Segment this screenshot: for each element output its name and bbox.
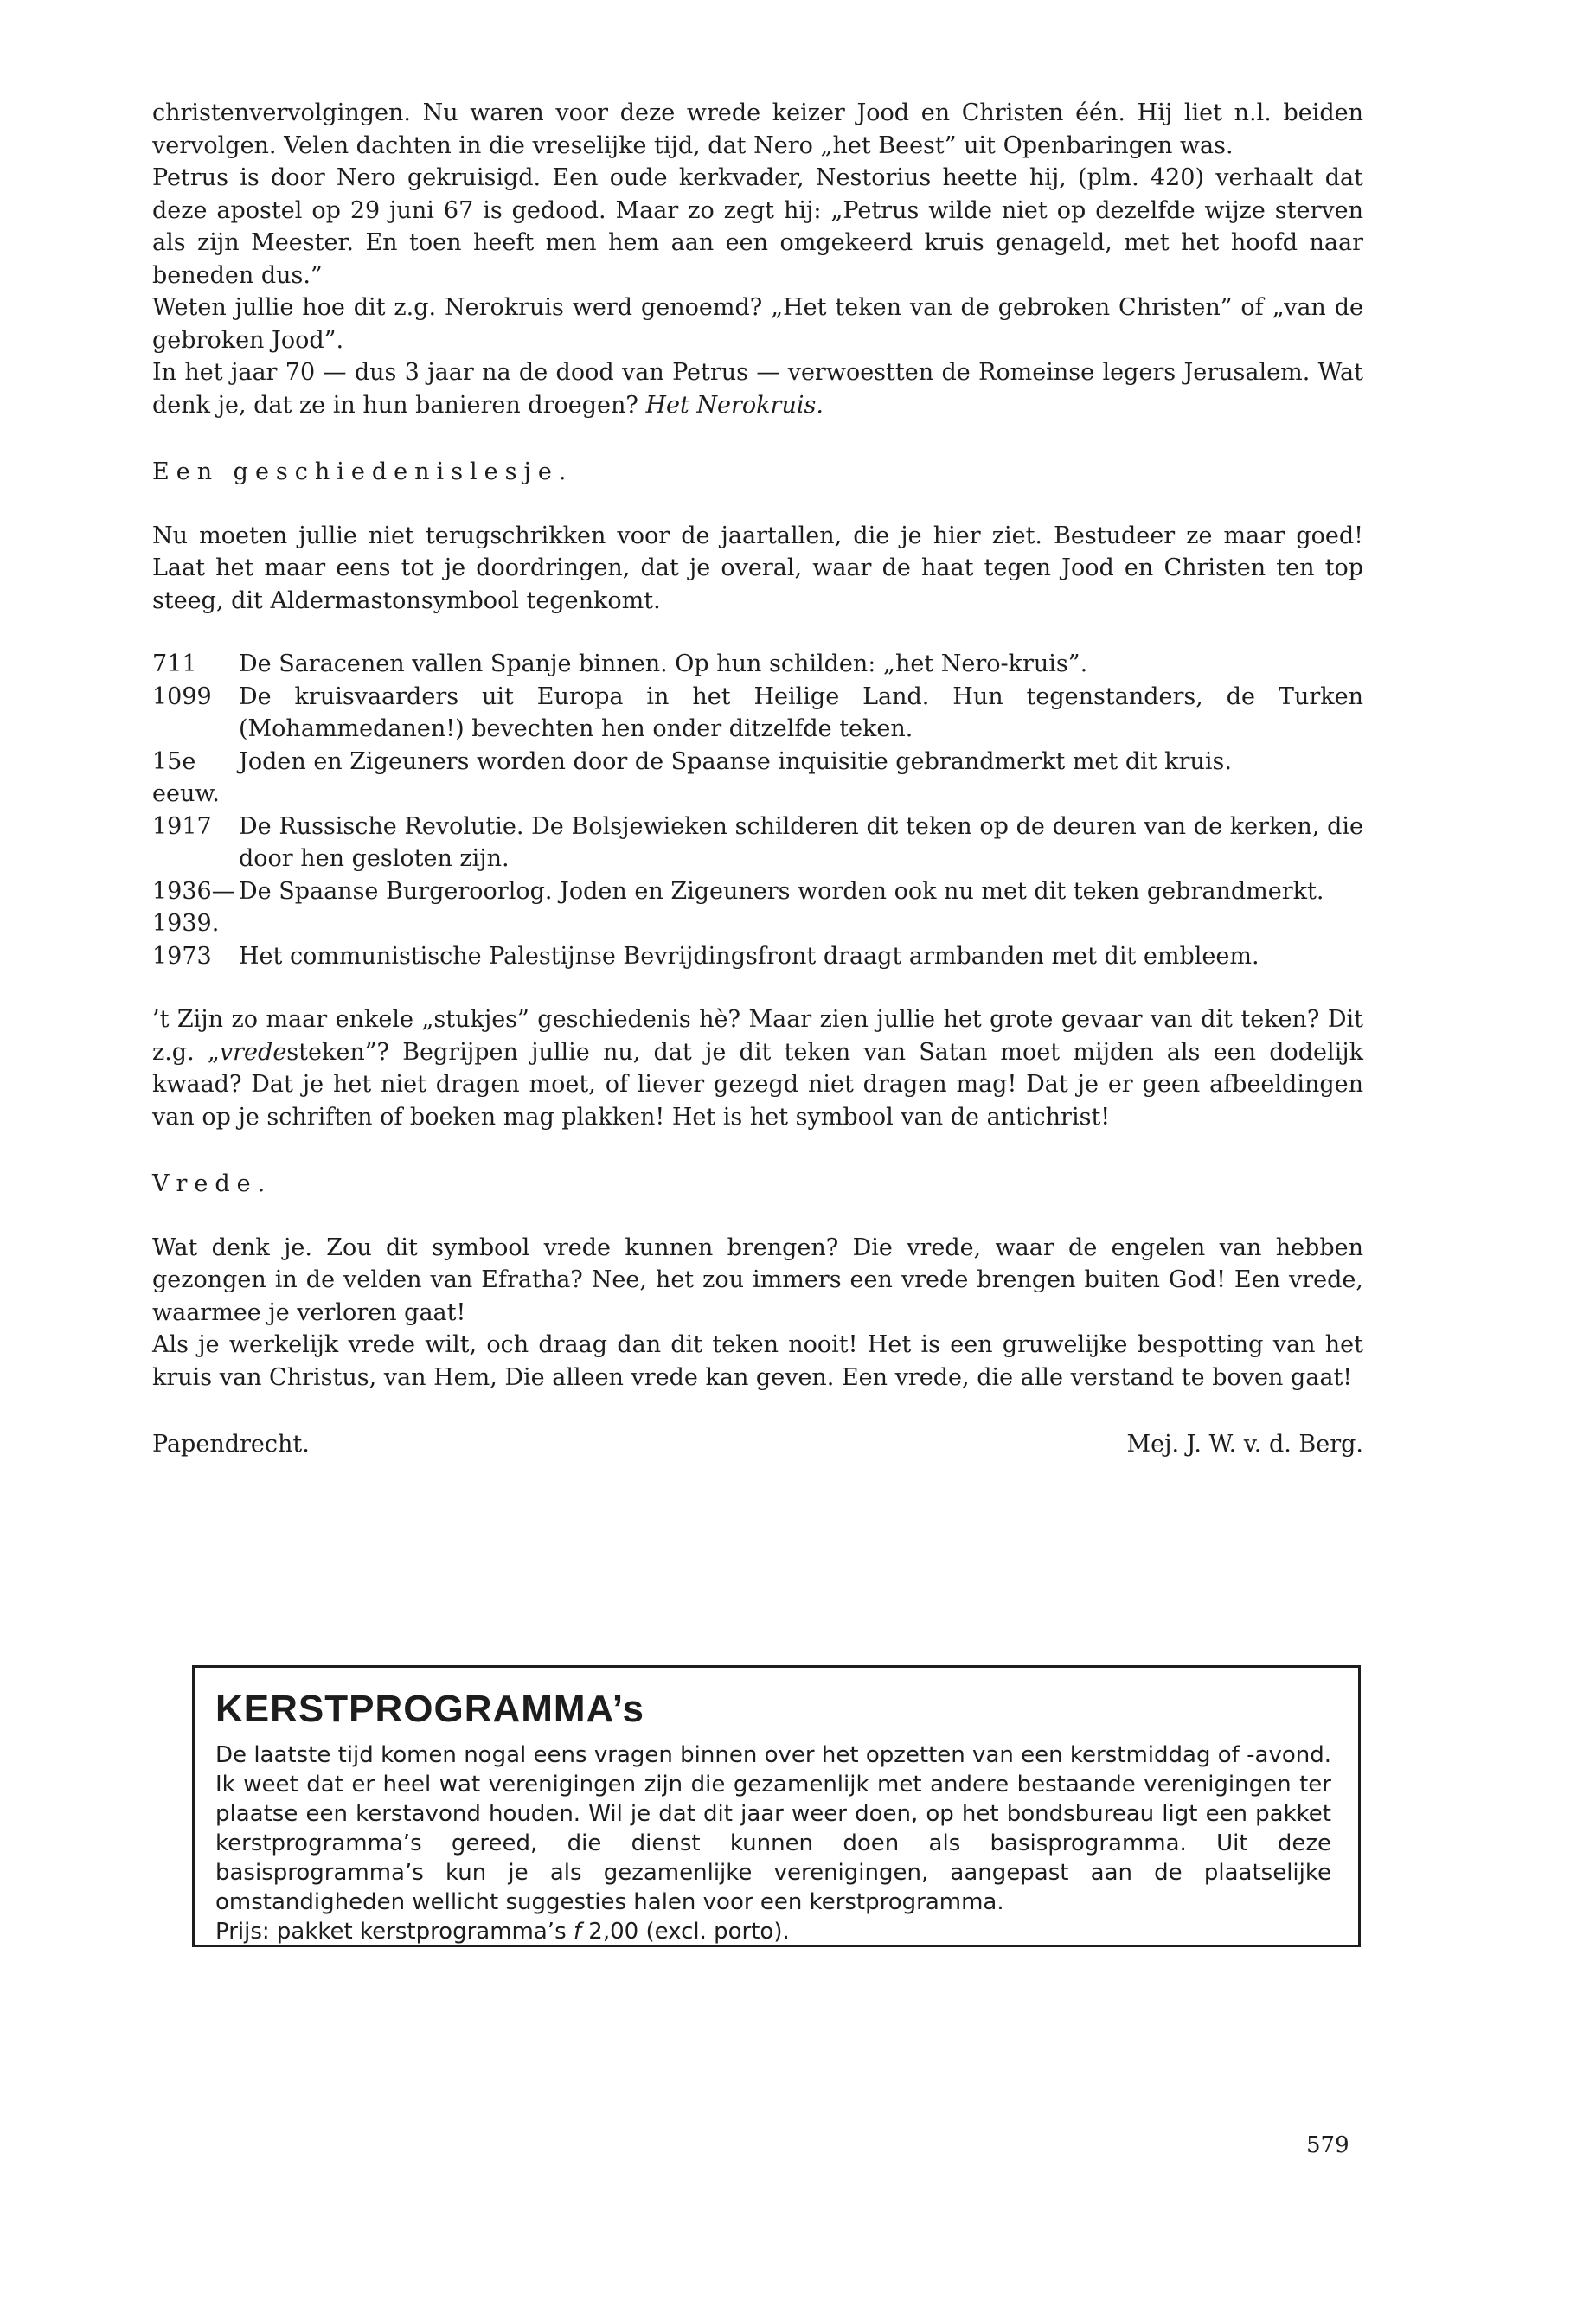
event-text: De Russische Revolutie. De Bolsjewieken schilderen dit teken op de deuren van de kerken, die door hen gesloten zijn. (239, 812, 1363, 872)
page-number: 579 (1306, 2132, 1349, 2158)
nerokruis-emphasis: Het Nerokruis. (645, 391, 824, 419)
intro-paragraph-2: Petrus is door Nero gekruisigd. Een oude kerkvader, Nestorius heette hij, (plm. 420) verhaalt dat deze apostel op 29 juni 67 is gedood. Maar zo zegt hij: „Petrus wilde niet op dezelfde wijze sterven als zijn Meester. En toen heeft men hem aan een omgekeerd kruis genageld, met het hoofd naar beneden dus.” (152, 164, 1363, 289)
event-item (152, 648, 1363, 681)
lesson-intro: Nu moeten jullie niet terugschrikken voor de jaartallen, die je hier ziet. Bestudeer ze maar goed! Laat het maar eens tot je doordringen, dat je overal, waar de haat tegen Jood en Christen ten top steeg, dit Aldermastonsymbool tegenkomt. (152, 522, 1363, 614)
kerstprogramma-notice (192, 1665, 1361, 1947)
event-item (152, 811, 1363, 875)
event-item (152, 940, 1363, 973)
peace-paragraph-2: Als je werkelijk vrede wilt, och draag dan dit teken nooit! Het is een gruwelijke bespotting van het kruis van Christus, van Hem, Die alleen vrede kan geven. Een vrede, die alle verstand te boven gaat! (152, 1331, 1363, 1391)
intro-paragraph-1: christenvervolgingen. Nu waren voor deze wrede keizer Jood en Christen één. Hij liet n.l. beiden vervolgen. Velen dachten in die vreselijke tijd, dat Nero „het Beest” uit Openbaringen was. (152, 99, 1363, 159)
notice-title: KERSTPROGRAMMA’s (215, 1688, 644, 1730)
event-item (152, 681, 1363, 746)
event-year: 15e eeuw. (152, 747, 220, 807)
event-year: 1099 (152, 683, 212, 710)
signature-author: Mej. J. W. v. d. Berg. (1126, 1431, 1363, 1458)
event-year: 1936—1939. (152, 877, 235, 937)
notice-price-b: 2,00 (excl. porto). (581, 1919, 790, 1945)
event-text: Het communistische Palestijnse Bevrijdingsfront draagt armbanden met dit embleem. (239, 942, 1259, 970)
intro-paragraph-4-text: In het jaar 70 — dus 3 jaar na de dood van Petrus — verwoestten de Romeinse legers Jerusalem. Wat denk je, dat ze in hun banieren droegen? (152, 359, 1363, 419)
notice-price (215, 1917, 1331, 1946)
event-text: Joden en Zigeuners worden door de Spaanse inquisitie gebrandmerkt met dit kruis. (239, 747, 1232, 775)
section-heading-lesson: Een geschiedenislesje. (152, 458, 574, 485)
event-text: De Spaanse Burgeroorlog. Joden en Zigeuners worden ook nu met dit teken gebrandmerkt. (239, 877, 1324, 905)
signature-line (152, 1428, 1363, 1461)
event-list (152, 648, 1363, 972)
intro-paragraph-4 (152, 356, 1363, 421)
event-item (152, 746, 1363, 811)
vrede-emphasis: vrede (219, 1038, 287, 1066)
peace-paragraph-1: Wat denk je. Zou dit symbool vrede kunnen brengen? Die vrede, waar de engelen van hebben gezongen in de velden van Efratha? Nee, het zou immers een vrede brengen buiten God! Een vrede, waarmee je verloren gaat! (152, 1234, 1363, 1326)
article (152, 97, 1363, 1461)
florin-sign: f (573, 1919, 582, 1945)
notice-text: De laatste tijd komen nogal eens vragen binnen over het opzetten van een kerstmiddag of -avond. Ik weet dat er heel wat verenigingen zijn die gezamenlijk met andere bestaande verenigingen ter plaatse een kerstavond houden. Wil je dat dit jaar weer doen, op het bondsbureau ligt een pakket kerstprogramma’s gereed, die dienst kunnen doen als basisprogramma. Uit deze basisprogramma’s kun je als gezamenlijke verenigingen, aangepast aan de plaatselijke omstandigheden wellicht suggesties halen voor een kerstprogramma. (215, 1742, 1331, 1915)
lesson-closing (152, 1003, 1363, 1133)
section-heading-peace: Vrede. (152, 1170, 272, 1197)
lesson-closing-b: steken”? Begrijpen jullie nu, dat je dit teken van Satan moet mijden als een dodelijk kwaad? Dat je het niet dragen moet, of liever gezegd niet dragen mag! Dat je er geen afbeeldingen van op je schriften of boeken mag plakken! Het is het symbool van de antichrist! (152, 1038, 1363, 1131)
event-text: De kruisvaarders uit Europa in het Heilige Land. Hun tegenstanders, de Turken (Mohammedanen!) bevechten hen onder ditzelfde teken. (239, 683, 1363, 742)
event-item (152, 875, 1363, 940)
lesson-closing-a: ’t Zijn zo maar enkele „stukjes” geschiedenis hè? Maar zien jullie het grote gevaar van dit teken? Dit z.g. „ (152, 1006, 1363, 1066)
event-year: 1973 (152, 942, 212, 970)
event-year: 1917 (152, 812, 212, 840)
event-text: De Saracenen vallen Spanje binnen. Op hun schilden: „het Nero-kruis”. (239, 651, 1088, 677)
signature-place: Papendrecht. (152, 1431, 310, 1458)
intro-paragraph-3: Weten jullie hoe dit z.g. Nerokruis werd genoemd? „Het teken van de gebroken Christen” of „van de gebroken Jood”. (152, 294, 1363, 354)
notice-price-a: Prijs: pakket kerstprogramma’s (215, 1919, 574, 1945)
event-year: 711 (152, 651, 197, 677)
